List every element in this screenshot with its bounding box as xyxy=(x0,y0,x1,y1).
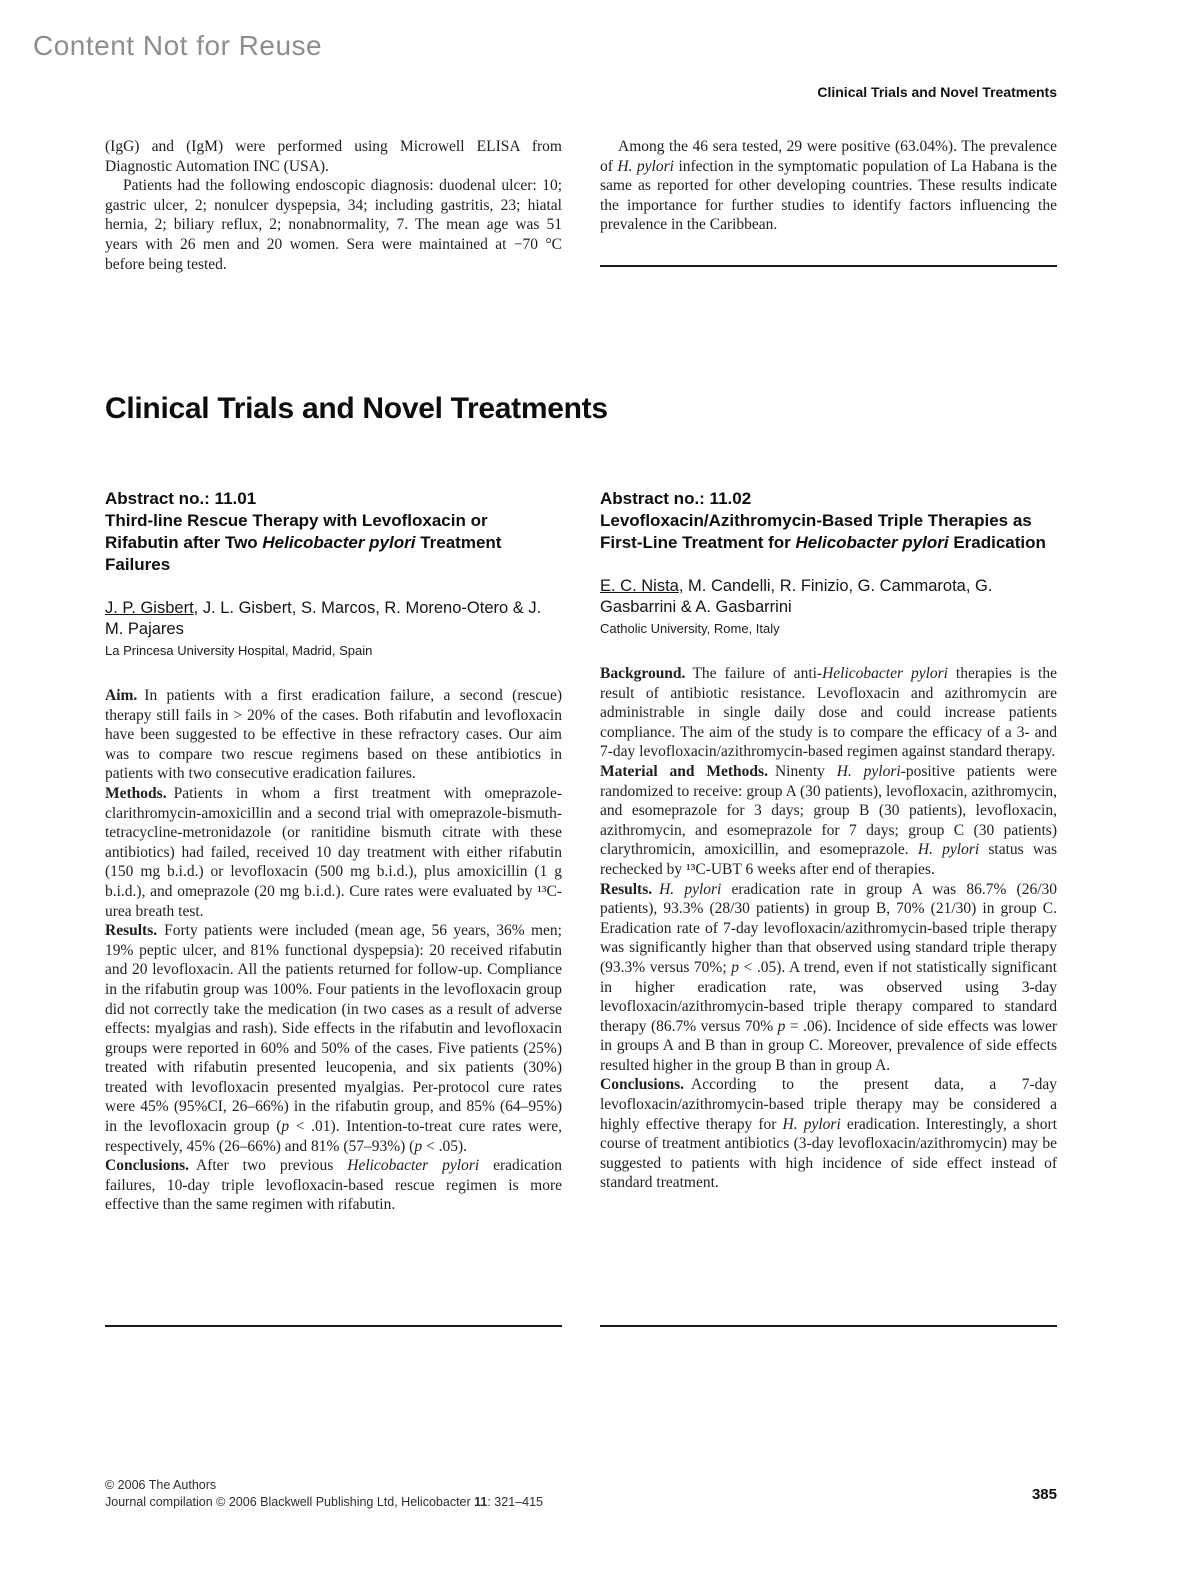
watermark-label: Content Not for Reuse xyxy=(33,30,323,61)
paragraph-text: Ninenty H. pylori-positive patients were randomized to receive: group A (30 patients), levofloxacin, azithromycin, and esomeprazole for 3 days; group B (30 patients), levofloxacin, azithromycin, and esomeprazole for 7 days; group C (30 patients) clarythromicin, amoxicillin, and esomeprazole. H. pylori status was rechecked by ¹³C-UBT 6 weeks after end of therapies. xyxy=(600,762,1057,878)
paragraph-text: According to the present data, a 7-day levofloxacin/azithromycin-based triple therapy may be considered a highly effective therapy for H. pylori eradication. Interestingly, a short course of treatment antibiotics (3-day levofloxacin/azithromycin) may be suggested to patients with high incidence of side effect instead of standard treatment. xyxy=(600,1076,1058,1192)
section-divider-rule xyxy=(600,265,1057,267)
paragraph-conclusions xyxy=(105,1156,562,1215)
page-number: 385 xyxy=(1031,1486,1057,1503)
abstract-body xyxy=(600,664,1057,1193)
top-right-paragraph: Among the 46 sera tested, 29 were positive (63.04%). The prevalence of H. pylori infection in the symptomatic population of La Habana is the same as reported for other developing countries. These results indicate the importance for further studies to identify factors influencing the prevalence in the Caribbean. xyxy=(600,138,1058,234)
abstract-affiliation: La Princesa University Hospital, Madrid, Spain xyxy=(105,643,373,658)
paragraph-label: Conclusions. xyxy=(105,1157,189,1175)
paragraph-text: Patients in whom a first treatment with omeprazole-clarithromycin-amoxicillin and a second trial with omeprazole-bismuth-tetracycline-metronidazole (or ranitidine bismuth citrate with these antibiotics) had failed, received 10 day treatment with either rifabutin (150 mg b.i.d.) or levofloxacin (500 mg b.i.d.), plus amoxicillin (1 g b.i.d.), and omeprazole (20 mg b.i.d.). Cure rates were evaluated by ¹³C-urea breath test. xyxy=(105,784,562,920)
paragraph-background xyxy=(600,664,1057,762)
paragraph-label: Aim. xyxy=(105,687,138,704)
end-rule-right xyxy=(600,1325,1057,1327)
paragraph-conclusions xyxy=(600,1075,1057,1193)
abstract-title: Third-line Rescue Therapy with Levofloxacin or Rifabutin after Two Helicobacter pylori Treatment Failures xyxy=(105,511,502,574)
paragraph-label: Conclusions. xyxy=(600,1076,684,1094)
footer-copyright: © 2006 The Authors xyxy=(105,1478,217,1492)
abstract-authors: E. C. Nista, M. Candelli, R. Finizio, G. Cammarota, G. Gasbarrini & A. Gasbarrini xyxy=(600,577,993,616)
paragraph-text: Forty patients were included (mean age, 56 years, 36% men; 19% peptic ulcer, and 81% functional dyspepsia): 20 received rifabutin and 20 levofloxacin. All the patients returned for follow-up. Compliance in the rifabutin group was 100%. Four patients in the levofloxacin group did not correctly take the medication (in two cases as a result of adverse effects: myalgias and rash). Side effects in the rifabutin and levofloxacin groups were reported in 60% and 50% of the cases. Five patients (25%) treated with rifabutin presented leucopenia, and six patients (30%) treated with levofloxacin presented myalgias. Per-protocol cure rates were 45% (95%CI, 26–66%) in the rifabutin group, and 85% (64–95%) in the levofloxacin group (p < .01). Intention-to-treat cure rates were, respectively, 45% (26–66%) and 81% (57–93%) (p < .05). xyxy=(105,922,562,1155)
paragraph-results xyxy=(105,921,562,1156)
top-left-paragraph-2: Patients had the following endoscopic diagnosis: duodenal ulcer: 10; gastric ulcer, 2; nonulcer dyspepsia, 34; including gastritis, 23; hiatal hernia, 2; biliary reflux, 2; nonabnormality, 7. The mean age was 51 years with 26 men and 20 women. Sera were maintained at −70 °C before being tested. xyxy=(105,177,562,273)
paragraph-material-methods xyxy=(600,762,1057,880)
top-section xyxy=(105,137,1057,274)
paragraph-text: The failure of anti-Helicobacter pylori therapies is the result of antibiotic resistance. Levofloxacin and azithromycin are administrable in single daily dose and could increase patients compliance. The aim of the study is to compare the efficacy of a 3- and 7-day levofloxacin/azithromycin-based regimen against standard therapy. xyxy=(600,665,1057,761)
paragraph-label: Results. xyxy=(105,922,158,940)
page-title: Clinical Trials and Novel Treatments xyxy=(105,392,608,425)
abstract-affiliation: Catholic University, Rome, Italy xyxy=(600,621,780,636)
paragraph-text: In patients with a first eradication failure, a second (rescue) therapy still fails in > 20% of the cases. Both rifabutin and levofloxacin have been suggested to be effective in these refractory cases. Our aim was to compare two rescue regimens based on these antibiotics in patients with two consecutive eradication failures. xyxy=(105,687,562,783)
paragraph-text: H. pylori eradication rate in group A was 86.7% (26/30 patients), 93.3% (28/30 patients) in group B, 70% (21/30) in group C. Eradication rate of 7-day levofloxacin/azithromycin-based triple therapy was significantly higher than that observed using standard triple therapy (93.3% versus 70%; p < .05). A trend, even if not statistically significant in higher eradication rate, was observed using 3-day levofloxacin/azithromycin-based triple therapy compared to standard therapy (86.7% versus 70% p = .06). Incidence of side effects was lower in groups A and B than in group C. Moreover, prevalence of side effects resulted higher in the group B than in group A. xyxy=(600,880,1058,1074)
abstracts-section xyxy=(105,488,1057,1215)
paragraph-text: After two previous Helicobacter pylori eradication failures, 10-day triple levofloxacin-based rescue regimen is more effective than the same regimen with rifabutin. xyxy=(105,1157,562,1214)
top-left-paragraph-1: (IgG) and (IgM) were performed using Microwell ELISA from Diagnostic Automation INC (USA). xyxy=(105,138,562,175)
abstract-11-02 xyxy=(600,488,1057,1215)
running-head: Clinical Trials and Novel Treatments xyxy=(817,84,1057,100)
footer-journal-line: Journal compilation © 2006 Blackwell Publishing Ltd, Helicobacter 11: 321–415 xyxy=(105,1495,543,1509)
paragraph-aim xyxy=(105,686,562,784)
paragraph-label: Results. xyxy=(600,880,653,898)
abstract-title: Levofloxacin/Azithromycin-Based Triple Therapies as First-Line Treatment for Helicobacter pylori Eradication xyxy=(600,511,1046,552)
abstract-number: Abstract no.: 11.01 xyxy=(105,489,257,508)
top-right-column xyxy=(600,137,1057,274)
paragraph-label: Background. xyxy=(600,665,686,682)
abstract-authors: J. P. Gisbert, J. L. Gisbert, S. Marcos, R. Moreno-Otero & J. M. Pajares xyxy=(105,599,542,638)
abstract-body xyxy=(105,686,562,1215)
end-rule-left xyxy=(105,1325,562,1327)
top-left-column xyxy=(105,137,562,274)
paragraph-label: Methods. xyxy=(105,784,167,802)
paragraph-results xyxy=(600,880,1057,1076)
abstract-11-01 xyxy=(105,488,562,1215)
abstract-number: Abstract no.: 11.02 xyxy=(600,489,752,508)
paragraph-label: Material and Methods. xyxy=(600,762,768,780)
paragraph-methods xyxy=(105,784,562,921)
